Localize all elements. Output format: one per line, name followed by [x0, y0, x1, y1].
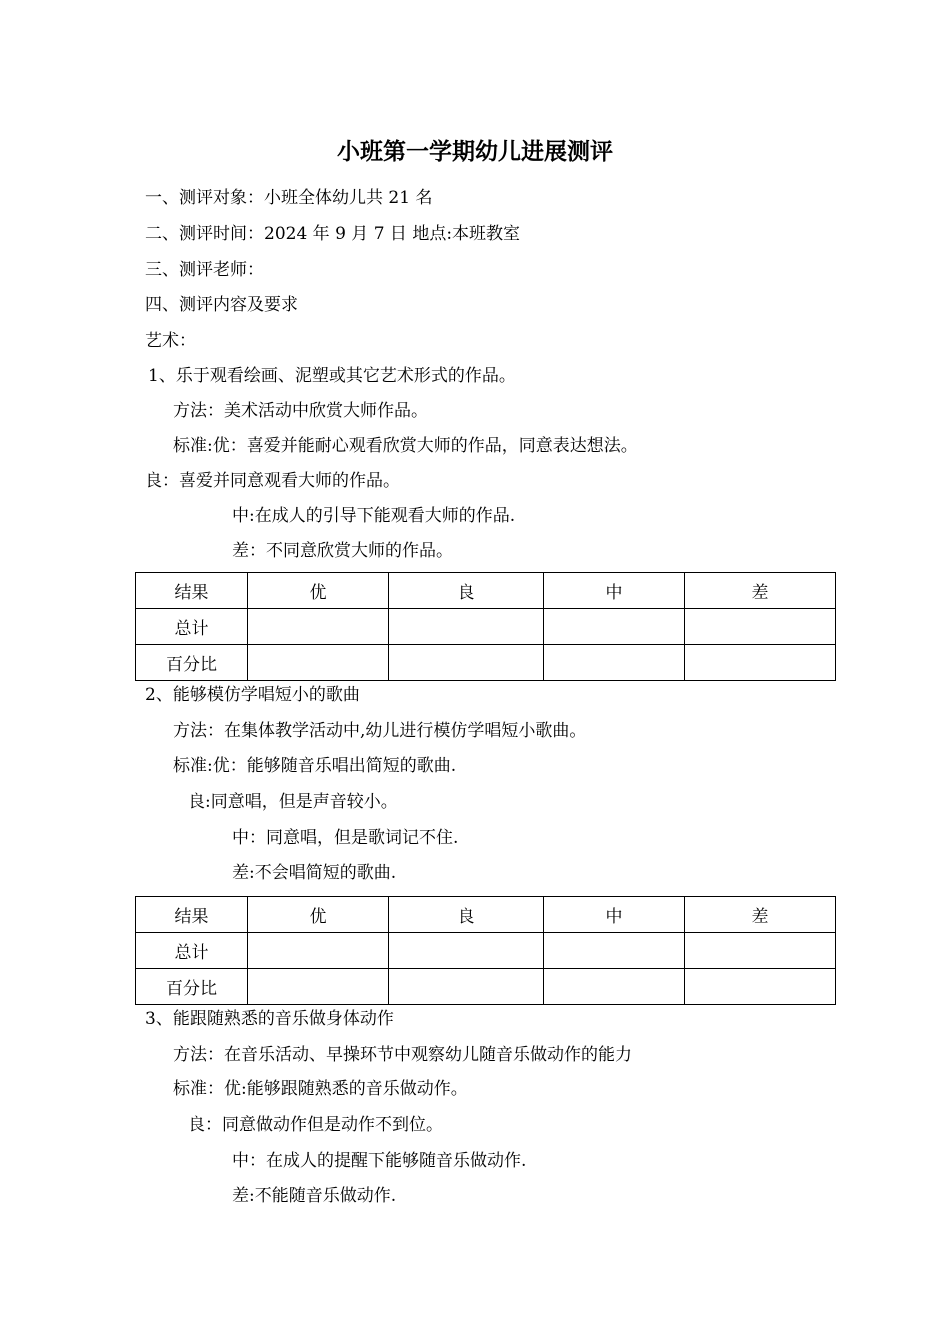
table-cell[interactable] [389, 933, 544, 969]
section-art: 艺术： [145, 331, 196, 351]
table-cell[interactable] [544, 645, 685, 681]
table-header-row [136, 573, 836, 609]
item1-std-poor: 差：不同意欣赏大师的作品。 [232, 541, 453, 561]
intro-teacher: 三、测评老师： [145, 260, 264, 280]
row-label-percent: 百分比 [136, 645, 248, 681]
table-cell[interactable] [685, 645, 836, 681]
header-result: 结果 [136, 897, 248, 933]
table-cell[interactable] [248, 969, 389, 1005]
table-cell[interactable] [685, 609, 836, 645]
table-cell[interactable] [389, 969, 544, 1005]
item1-std-excellent: 标准:优：喜爱并能耐心观看欣赏大师的作品，同意表达想法。 [173, 436, 638, 456]
row-label-total: 总计 [136, 933, 248, 969]
table-cell[interactable] [544, 933, 685, 969]
row-label-total: 总计 [136, 609, 248, 645]
intro-time: 二、测评时间：2024 年 9 月 7 日 地点:本班教室 [145, 224, 521, 244]
table-cell[interactable] [544, 969, 685, 1005]
item2-heading: 2、能够模仿学唱短小的歌曲 [145, 685, 360, 705]
table-cell[interactable] [248, 609, 389, 645]
item1-method: 方法：美术活动中欣赏大师作品。 [173, 401, 428, 421]
row-label-percent: 百分比 [136, 969, 248, 1005]
item2-std-excellent: 标准:优：能够随音乐唱出简短的歌曲. [173, 756, 457, 776]
table-cell[interactable] [544, 609, 685, 645]
item3-std-excellent: 标准：优:能够跟随熟悉的音乐做动作。 [173, 1079, 468, 1099]
item1-heading: 1、乐于观看绘画、泥塑或其它艺术形式的作品。 [148, 366, 516, 386]
item1-std-good: 良：喜爱并同意观看大师的作品。 [145, 471, 400, 491]
header-poor: 差 [685, 897, 836, 933]
header-medium: 中 [544, 573, 685, 609]
page-title: 小班第一学期幼儿进展测评 [337, 139, 613, 165]
item2-std-medium: 中：同意唱，但是歌词记不住. [232, 828, 459, 848]
header-result: 结果 [136, 573, 248, 609]
table-row-percent [136, 645, 836, 681]
header-good: 良 [389, 573, 544, 609]
table-row-total [136, 609, 836, 645]
header-medium: 中 [544, 897, 685, 933]
header-excellent: 优 [248, 897, 389, 933]
item3-std-good: 良：同意做动作但是动作不到位。 [188, 1115, 443, 1135]
item2-std-poor: 差:不会唱简短的歌曲. [232, 863, 397, 883]
item3-std-poor: 差:不能随音乐做动作. [232, 1186, 397, 1206]
intro-content: 四、测评内容及要求 [145, 295, 298, 315]
table-cell[interactable] [685, 969, 836, 1005]
table-cell[interactable] [685, 933, 836, 969]
table-cell[interactable] [248, 645, 389, 681]
header-good: 良 [389, 897, 544, 933]
item2-method: 方法：在集体教学活动中,幼儿进行模仿学唱短小歌曲。 [173, 721, 587, 741]
header-excellent: 优 [248, 573, 389, 609]
item2-std-good: 良:同意唱，但是声音较小。 [188, 792, 398, 812]
table-row-total [136, 933, 836, 969]
item3-std-medium: 中：在成人的提醒下能够随音乐做动作. [232, 1151, 527, 1171]
table-cell[interactable] [389, 645, 544, 681]
item3-method: 方法：在音乐活动、早操环节中观察幼儿随音乐做动作的能力 [173, 1045, 632, 1065]
table-cell[interactable] [389, 609, 544, 645]
item1-result-table [135, 572, 836, 681]
item1-std-medium: 中:在成人的引导下能观看大师的作品. [232, 506, 516, 526]
table-cell[interactable] [248, 933, 389, 969]
table-row-percent [136, 969, 836, 1005]
header-poor: 差 [685, 573, 836, 609]
item2-result-table [135, 896, 836, 1005]
intro-subject: 一、测评对象：小班全体幼儿共 21 名 [145, 188, 433, 208]
table-header-row [136, 897, 836, 933]
item3-heading: 3、能跟随熟悉的音乐做身体动作 [145, 1009, 394, 1029]
